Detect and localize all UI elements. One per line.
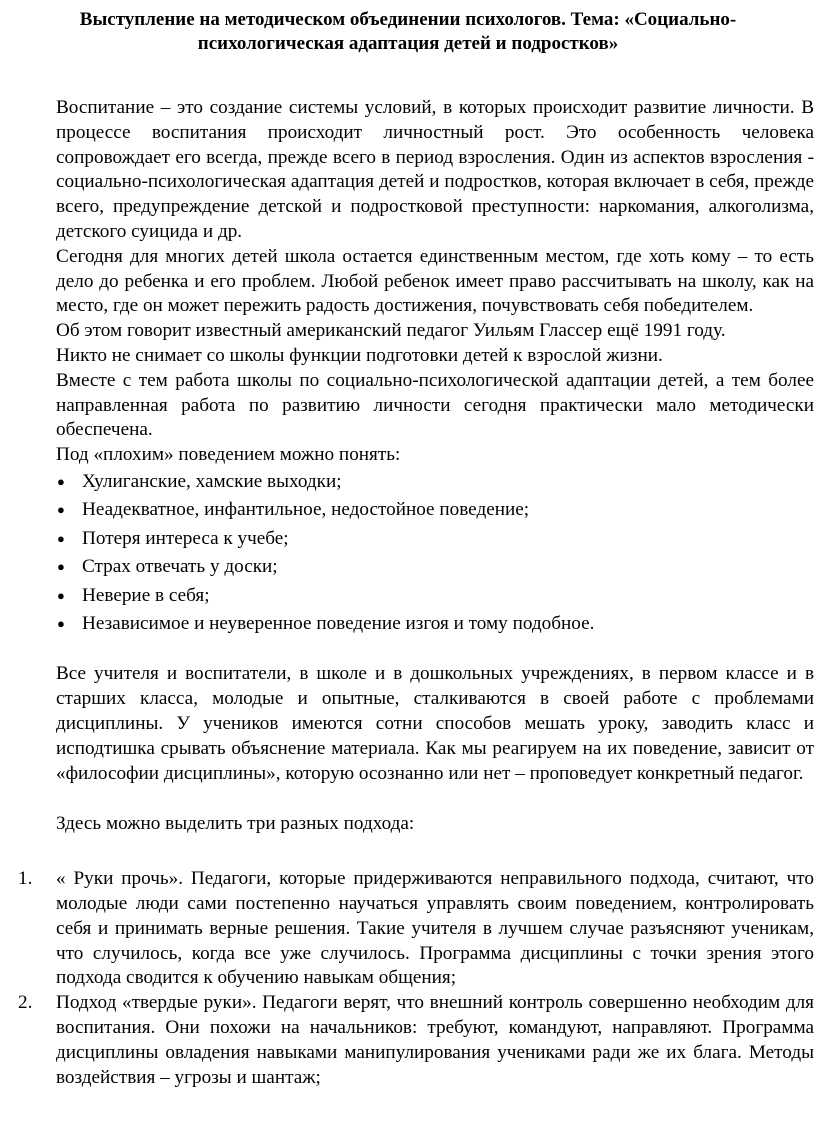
list-item [56,582,814,610]
paragraph-preparation: Никто не снимает со школы функции подготовки детей к взрослой жизни. [56,344,663,366]
list-item-text: Неверие в себя; [82,584,210,606]
list-item-text: Страх отвечать у доски; [82,556,278,578]
bullet-icon: ● [57,473,65,489]
list-item-text: Неадекватное, инфантильное, недостойное поведение; [82,499,530,521]
approaches-list [18,867,814,1090]
document-title: Выступление на методическом объединении психологов. Тема: «Социально-психологическая адаптация детей и подростков» [79,9,737,54]
item-number: 1. [18,868,33,890]
numbered-item [18,991,814,1090]
list-item-text: Потеря интереса к учебе; [82,527,289,549]
item-text: « Руки прочь». Педагоги, которые придерживаются неправильного подхода, считают, что молодые люди сами постепенно научаться управлять своим поведением, контролировать себя и принимать верные решения. Такие учителя в лучшем случае разъясняют ученикам, что случилось, когда все уже случилось. Программа дисциплины с точки зрения этого подхода сводится к обучению навыкам общения; [56,868,814,989]
list-item [56,468,814,496]
paragraph-glasser: Об этом говорит известный американский педагог Уильям Глассер ещё 1991 году. [56,320,726,342]
bullet-icon: ● [57,559,65,575]
paragraph-upbringing: Воспитание – это создание системы условий, в которых происходит развитие личности. В процессе воспитания происходит личностный рост. Это особенность человека сопровождает его всегда, прежде всего в период взросления. Один из аспектов взросления - социально-психологическая адаптация детей и подростков, которая включает в себя, прежде всего, предупреждение детской и подростковой преступности: наркомания, алкоголизма, детского суицида и др. [56,97,814,242]
list-item-text: Независимое и неуверенное поведение изгоя и тому подобное. [82,612,595,634]
list-item [56,496,814,524]
paragraph-discipline: Все учителя и воспитатели, в школе и в дошкольных учреждениях, в первом классе и в старших класса, молодые и опытные, сталкиваются в своей работе с проблемами дисциплины. У учеников имеются сотни способов мешать уроку, заводить класс и исподтишка срывать объяснение материала. Как мы реагируем на их поведение, зависит от «философии дисциплины», которую осознанно или нет – проповедует конкретный педагог. [56,663,814,784]
document-body [18,96,814,1090]
paragraph-methodology: Вместе с тем работа школы по социально-психологической адаптации детей, а тем более направленная работа по развитию личности сегодня практически мало методически обеспечена. [56,369,814,441]
item-number: 2. [18,992,33,1014]
bullet-icon: ● [57,587,65,603]
list-item-text: Хулиганские, хамские выходки; [82,470,342,492]
list-item [56,610,814,638]
paragraph-school-role: Сегодня для многих детей школа остается единственным местом, где хоть кому – то есть дело до ребенка и его проблем. Любой ребенок имеет право рассчитывать на школу, как на место, где он может пережить радость достижения, почувствовать себя победителем. [56,245,814,317]
bullet-icon: ● [57,502,65,518]
item-text: Подход «твердые руки». Педагоги верят, что внешний контроль совершенно необходим для воспитания. Они похожи на начальников: требуют, командуют, направляют. Программа дисциплины овладения навыками манипулирования учениками ради же их блага. Методы воздействия – угрозы и шантаж; [56,992,814,1088]
bad-behavior-list [56,468,814,638]
list-item [56,525,814,553]
paragraph-approaches-intro: Здесь можно выделить три разных подхода: [56,813,415,835]
bullet-icon: ● [57,530,65,546]
numbered-item [18,867,814,991]
list-item [56,553,814,581]
paragraph-bad-behavior-intro: Под «плохим» поведением можно понять: [56,444,401,466]
bullet-icon: ● [57,615,65,631]
